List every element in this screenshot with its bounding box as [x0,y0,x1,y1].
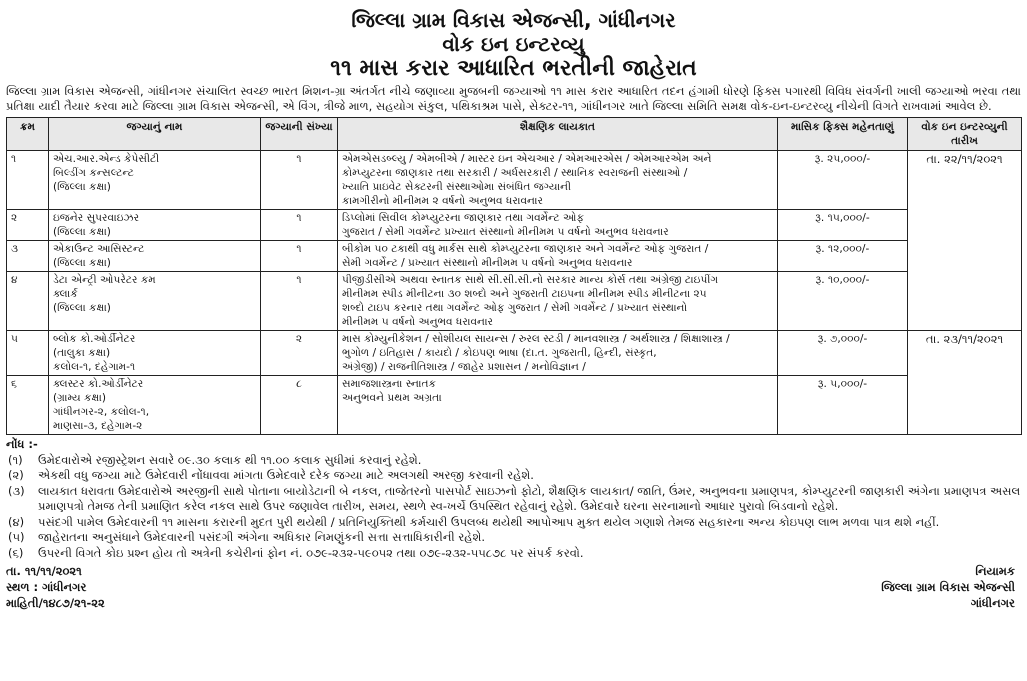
post-line: (જિલ્લા કક્ષા) [53,181,111,193]
note-number: (૧) [8,452,23,467]
post-line: એકાઉન્ટ આસિસ્ટન્ટ [53,243,145,255]
post-line: બિલ્ડીંગ કન્સલ્ટન્ટ [53,167,134,179]
footer [6,563,1021,611]
header-post-count: જગ્યાની સંખ્યા [261,118,338,151]
note-text: જાહેરાતના અનુસંધાને ઉમેદવારની પસંદગી અંગેના અધિકાર નિમણુંકની સત્તા સત્તાધિકારીની રહેશે. [38,530,485,544]
post-name-cell [49,331,261,376]
qualification-line: સેમી ગવર્મેન્ટ / પ્રખ્યાત સંસ્થાનો મીનીમમ ૫ વર્ષનો અનુભવ ધરાવનાર [342,257,633,269]
note-number: (૪) [8,514,25,529]
post-count-cell: ૧ [261,151,338,210]
post-line: (તાલુકા કક્ષા) [53,347,111,359]
qualification-line: માસ કોમ્યુનીકેશન / સોશીયલ સાયન્સ / રુરલ સ્ટડી / માનવશાસ્ત્ર / અર્થશાસ્ત્ર / શિક્ષાશાસ્ત્ર / [342,333,730,345]
qualification-line: એમએસડબ્લ્યુ / એમબીએ / માસ્ટર ઇન એચઆર / એમઆરએસ / એમઆરએમ અને [342,153,712,165]
post-count-cell: ૧ [261,272,338,331]
signatory-location: ગાંધીનગર [970,596,1015,610]
header-interview-date: વોક ઇન ઇન્ટરવ્યુની તારીખ [908,118,1022,151]
salary-cell: રૂ. ૧૨,૦૦૦/- [778,241,908,272]
note-item [6,484,1021,515]
qualification-line: ગુજરાત / સેમી ગવર્મેન્ટ પ્રખ્યાત સંસ્થાનો મીનીમમ ૫ વર્ષનો અનુભવ ધરાવનાર [342,226,669,238]
issue-date: તા. ૧૧/૧૧/૨૦૨૧ [6,564,82,578]
header [6,8,1021,82]
serial-cell: ૫ [7,331,49,376]
note-text: પસંદગી પામેલ ઉમેદવારની ૧૧ માસના કરારની મુદત પુરી થયેથી / પ્રતિનિયુક્તિથી કર્મચારી ઉપલબ્ધ થયેથી આપોઆપ મુક્ત થયેલ ગણાશે તેમજ સહકારના અન્ય કોઇપણ લાભ મળવા પાત્ર થશે નહીં. [38,514,940,529]
salary-cell: રૂ. ૧૦,૦૦૦/- [778,272,908,331]
post-line: (જિલ્લા કક્ષા) [53,226,111,238]
table-header-row [7,118,1022,151]
salary-cell: રૂ. ૫,૦૦૦/- [778,376,908,435]
notes-heading: નોંધ :- [6,437,38,451]
qualification-cell [338,376,778,435]
post-line: ઇજનેર સુપરવાઇઝર [53,212,140,224]
qualification-cell [338,272,778,331]
serial-cell: ૩ [7,241,49,272]
notes-section [6,437,1021,561]
salary-cell: રૂ. ૭,૦૦૦/- [778,331,908,376]
note-item [6,546,1021,562]
qualification-cell [338,151,778,210]
signatory-agency: જિલ્લા ગ્રામ વિકાસ એજન્સી [881,580,1015,594]
qualification-line: અનુભવને પ્રથમ અગ્રતા [342,392,442,404]
table-row [7,241,1022,272]
note-number: (૫) [8,530,25,544]
qualification-line: મીનીમમ સ્પીડ મીનીટના ૩૦ શબ્દો અને ગુજરાતી ટાઇપના મીનીમમ સ્પીડ મીનીટના ૨૫ [342,288,707,300]
post-line: ડેટા એન્ટ્રી ઓપરેટર કમ [53,274,156,286]
qualification-line: ખ્યાતિ પ્રાઇવેટ સેક્ટરની સંસ્થાઓમા સંબંધિત જગ્યાની [342,181,572,193]
interview-date-cell: તા. ૨૨/૧૧/૨૦૨૧ [908,151,1022,331]
post-name-cell [49,272,261,331]
serial-cell: ૬ [7,376,49,435]
qualification-line: અંગ્રેજી) / રાજનીતિશાસ્ત્ર / જાહેર પ્રશાસન / મનોવિજ્ઞાન / [342,361,586,373]
post-line: ક્લાર્ક [53,288,78,300]
post-line: ક્લસ્ટર કો.ઓર્ડીનેટર [53,378,144,390]
qualification-line: પીજીડીસીએ અથવા સ્નાતક સાથે સી.સી.સી.નો સરકાર માન્ય કોર્સ તથા અંગ્રેજી ટાઇપીંગ [342,274,719,286]
table-row [7,331,1022,376]
post-name-cell [49,151,261,210]
table-row [7,376,1022,435]
table-row [7,210,1022,241]
interview-date-cell: તા. ૨૩/૧૧/૨૦૨૧ [908,331,1022,435]
qualification-line: મીનીમમ ૫ વર્ષનો અનુભવ ધરાવનાર [342,316,494,328]
note-number: (૩) [8,483,25,498]
note-item [6,530,1021,546]
note-item [6,468,1021,484]
post-line: બ્લોક કો.ઓર્ડીનેટર [53,333,136,345]
note-item [6,515,1021,531]
qualification-cell [338,241,778,272]
salary-cell: રૂ. ૧૫,૦૦૦/- [778,210,908,241]
post-line: (જિલ્લા કક્ષા) [53,257,111,269]
note-number: (૬) [8,545,24,560]
post-line: (જિલ્લા કક્ષા) [53,302,111,314]
post-line: (ગ્રામ્ય કક્ષા) [53,392,106,404]
note-item [6,453,1021,469]
serial-cell: ૪ [7,272,49,331]
qualification-line: ભુગોળ / ઇતિહાસ / કાયદો / કોઇપણ ભાષા (દા.ત. ગુજરાતી, હિન્દી, સંસ્કૃત, [342,347,657,359]
header-salary: માસિક ફિક્સ મહેનતાણું [778,118,908,151]
reference-number: માહિતી/૧૪૮૭/૨૧-૨૨ [6,596,105,610]
signatory-designation: નિયામક [975,564,1015,578]
signatory-block [881,563,1015,611]
issue-place: સ્થળ : ગાંધીનગર [6,580,87,594]
qualification-line: કામગીરીનો મીનીમમ ૨ વર્ષનો અનુભવ ધરાવનાર [342,195,544,207]
vacancy-table [6,117,1022,435]
post-name-cell [49,210,261,241]
note-text: ઉમેદવારોએ રજીસ્ટ્રેશન સવારે ૦૯.૩૦ કલાક થી ૧૧.૦૦ કલાક સુધીમાં કરવાનું રહેશે. [38,452,422,467]
note-text: લાયકાત ધરાવતા ઉમેદવારોએ અરજીની સાથે પોતાના બાયોડેટાની બે નકલ, તાજેતરનો પાસપોર્ટ સાઇઝનો ફોટો, શૈક્ષણિક લાયકાત/ જાતિ, ઉંમર, અનુભવના પ્રમાણપત્ર, કોમ્પ્યુટરની જાણકારી અંગેના પ્રમાણપત્ર અસલ પ્રમાણપત્રો તેમજ તેની પ્રમાણિત કરેલ નકલ સાથે ઉપર જણાવેલ તારીખ, સમય, સ્થળે સ્વ-ખર્ચે ઉપસ્થિત રહેવાનું રહેશે. ઉમેદવારે ઘરના સરનામાનો આધાર પુરાવો બિડવાનો રહેશે. [38,483,1021,513]
walk-in-title: વોક ઇન ઇન્ટરવ્યુ [442,32,585,56]
agency-title: જિલ્લા ગ્રામ વિકાસ એજન્સી, ગાંધીનગર [351,8,676,32]
post-count-cell: ૧ [261,241,338,272]
qualification-line: સમાજશાસ્ત્રના સ્નાતક [342,378,436,390]
qualification-line: કોમ્પ્યુટરના જાણકાર તથા સરકારી / અર્ધસરકારી / સ્થાનિક સ્વરાજની સંસ્થાઓ / [342,167,688,179]
serial-cell: ૨ [7,210,49,241]
post-line: એચ.આર.એન્ડ કેપેસીટી [53,153,160,165]
post-count-cell: ૨ [261,331,338,376]
header-serial: ક્રમ [7,118,49,151]
header-qualification: શૈક્ષણિક લાયકાત [338,118,778,151]
post-name-cell [49,376,261,435]
qualification-line: શબ્દો ટાઇપ કરનાર તથા ગવર્મેન્ટ ઓફ ગુજરાત / સેમી ગવર્મેન્ટ / પ્રખ્યાત સંસ્થાનો [342,302,688,314]
serial-cell: ૧ [7,151,49,210]
post-line: ગાંધીનગર-૨, કલોલ-૧, [53,406,150,418]
post-line: કલોલ-૧, દહેગામ-૧ [53,361,136,373]
qualification-cell [338,331,778,376]
qualification-line: બીકોમ ૫૦ ટકાથી વધુ માર્કસ સાથે કોમ્પ્યુટરના જાણકાર અને ગવર્મેન્ટ ઓફ ગુજરાત / [342,243,709,255]
table-row [7,151,1022,210]
post-count-cell: ૧ [261,210,338,241]
note-number: (૨) [8,468,24,482]
table-row [7,272,1022,331]
recruitment-title: ૧૧ માસ કરાર આધારિત ભરતીની જાહેરાત [330,56,697,81]
intro-paragraph: જિલ્લા ગ્રામ વિકાસ એજન્સી, ગાંધીનગર સંચાલિત સ્વચ્છ ભારત મિશન-ગ્રા અંતર્ગત નીચે જણાવ્યા મુજબની જગ્યાઓ ૧૧ માસ કરાર આધારિત તદન હંગામી ધોરણે ફિક્સ પગારથી વિવિધ સંવર્ગની ખાલી જગ્યાઓ ભરવા તથા પ્રતિક્ષા યાદી તૈયાર કરવા માટે જિલ્લા ગ્રામ વિકાસ એજન્સી, એ વિંગ, ત્રીજે માળ, સહયોગ સંકુલ, પથિકાશ્રમ પાસે, સેક્ટર-૧૧, ગાંધીનગર ખાતે જિલ્લા સમિતિ સમક્ષ વોક-ઇન-ઇન્ટરવ્યુ નીચેની વિગતે રાખવામાં આવેલ છે. [6,84,1021,113]
footer-left [6,563,1021,611]
note-text: ઉપરની વિગતે કોઇ પ્રશ્ન હોય તો અત્રેની કચેરીનાં ફોન નં. ૦૭૯-૨૩૨-૫૯૦૫૨ તથા ૦૭૯-૨૩૨-૫૫૮૭૮ પર સંપર્ક કરવો. [38,545,584,560]
qualification-cell [338,210,778,241]
qualification-line: ડિપ્લોમાં સિવીલ કોમ્પ્યુટરના જાણકાર તથા ગવર્મેન્ટ ઓફ [342,212,585,224]
note-text: એકથી વધુ જગ્યા માટે ઉમેદવારી નોંધાવવા માંગતા ઉમેદવારે દરેક જગ્યા માટે અલગથી અરજી કરવાની રહેશે. [38,468,534,482]
salary-cell: રૂ. ૨૫,૦૦૦/- [778,151,908,210]
post-name-cell [49,241,261,272]
post-line: માણસા-૩, દહેગામ-૨ [53,420,143,432]
post-count-cell: ૮ [261,376,338,435]
header-post-name: જગ્યાનું નામ [49,118,261,151]
